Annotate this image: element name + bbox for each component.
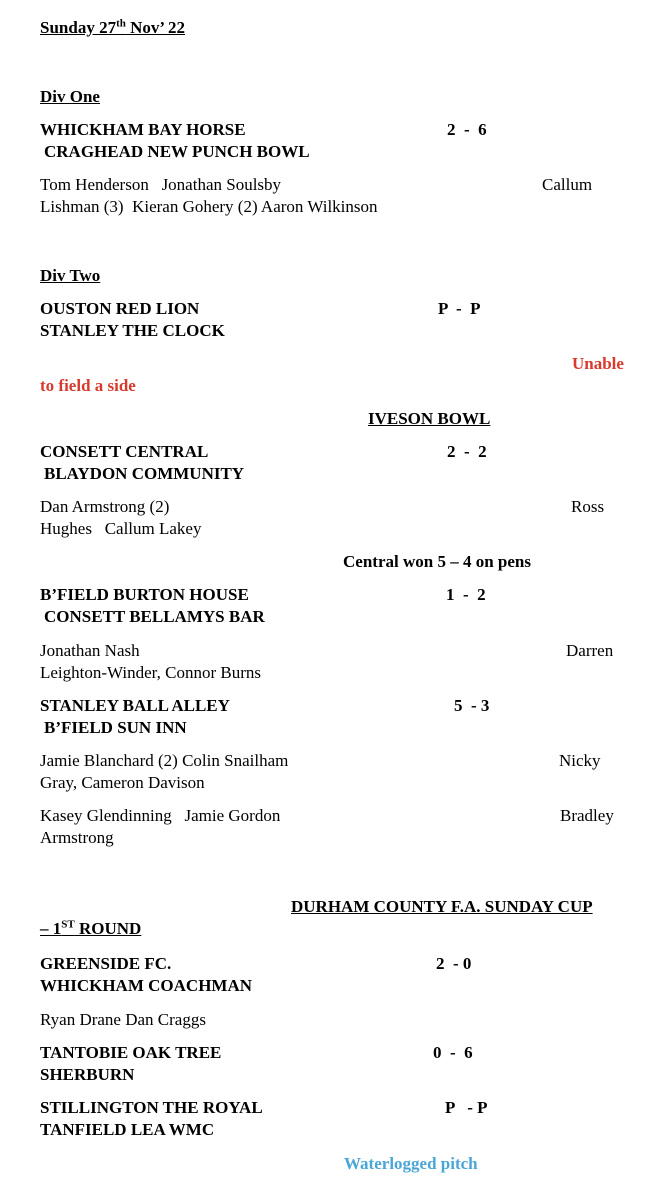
iveson-bowl-heading: IVESON BOWL <box>368 409 491 428</box>
cup-m2-score: 0 - 6 <box>433 1043 473 1062</box>
div-one-score: 2 - 6 <box>447 120 487 139</box>
div-two-heading: Div Two <box>40 266 101 285</box>
div-two-note-line2: to field a side <box>40 376 136 395</box>
iveson-m1-score: 2 - 2 <box>447 442 487 461</box>
cup-m3-away-team: TANFIELD LEA WMC <box>40 1120 215 1139</box>
durham-cup-heading: DURHAM COUNTY F.A. SUNDAY CUP <box>291 897 593 916</box>
cup-m2-home-team: TANTOBIE OAK TREE <box>40 1043 222 1062</box>
iveson-m2-scorers-line2: Leighton-Winder, Connor Burns <box>40 663 262 682</box>
div-one-scorers-right: Callum <box>542 175 593 194</box>
iveson-m3-scorers-left: Jamie Blanchard (2) Colin Snailham <box>40 751 289 770</box>
iveson-m3-away-team: B’FIELD SUN INN <box>44 718 187 737</box>
iveson-m3-scorers-line4: Armstrong <box>40 828 114 847</box>
div-one-away-team: CRAGHEAD NEW PUNCH BOWL <box>44 142 310 161</box>
iveson-m2-away-team: CONSETT BELLAMYS BAR <box>44 607 265 626</box>
iveson-m3-home-team: STANLEY BALL ALLEY <box>40 696 230 715</box>
iveson-m2-home-team: B’FIELD BURTON HOUSE <box>40 585 249 604</box>
cup-m1-score: 2 - 0 <box>436 954 472 973</box>
div-one-scorers-left: Tom Henderson Jonathan Soulsby <box>40 175 282 194</box>
iveson-m2-scorers-right: Darren <box>566 641 614 660</box>
cup-m3-home-team: STILLINGTON THE ROYAL <box>40 1098 263 1117</box>
cup-m3-note: Waterlogged pitch <box>344 1154 478 1173</box>
iveson-m3-score: 5 - 3 <box>454 696 490 715</box>
div-one-heading: Div One <box>40 87 100 106</box>
iveson-m1-scorers-line2: Hughes Callum Lakey <box>40 519 202 538</box>
durham-cup-round: – 1ST ROUND <box>40 918 142 938</box>
iveson-m3-scorers-line3-right: Bradley <box>560 806 614 825</box>
cup-m1-away-team: WHICKHAM COACHMAN <box>40 976 253 995</box>
iveson-m2-scorers-left: Jonathan Nash <box>40 641 140 660</box>
iveson-m1-away-team: BLAYDON COMMUNITY <box>44 464 245 483</box>
iveson-m1-scorers-right: Ross <box>571 497 605 516</box>
div-two-score: P - P <box>438 299 481 318</box>
iveson-m1-note: Central won 5 – 4 on pens <box>343 552 531 571</box>
iveson-m3-scorers-line2: Gray, Cameron Davison <box>40 773 205 792</box>
cup-m2-away-team: SHERBURN <box>40 1065 135 1084</box>
div-one-scorers-line2: Lishman (3) Kieran Gohery (2) Aaron Wilkinson <box>40 197 378 216</box>
cup-m1-home-team: GREENSIDE FC. <box>40 954 172 973</box>
div-two-home-team: OUSTON RED LION <box>40 299 200 318</box>
cup-m3-score: P - P <box>445 1098 488 1117</box>
date-heading: Sunday 27th Nov’ 22 <box>40 17 186 37</box>
iveson-m3-scorers-right: Nicky <box>559 751 601 770</box>
iveson-m2-score: 1 - 2 <box>446 585 486 604</box>
div-two-away-team: STANLEY THE CLOCK <box>40 321 225 340</box>
cup-m1-scorers: Ryan Drane Dan Craggs <box>40 1010 206 1029</box>
div-one-home-team: WHICKHAM BAY HORSE <box>40 120 246 139</box>
iveson-m3-scorers-line3-left: Kasey Glendinning Jamie Gordon <box>40 806 281 825</box>
iveson-m1-home-team: CONSETT CENTRAL <box>40 442 209 461</box>
div-two-note-line1: Unable <box>572 354 624 373</box>
iveson-m1-scorers-left: Dan Armstrong (2) <box>40 497 170 516</box>
